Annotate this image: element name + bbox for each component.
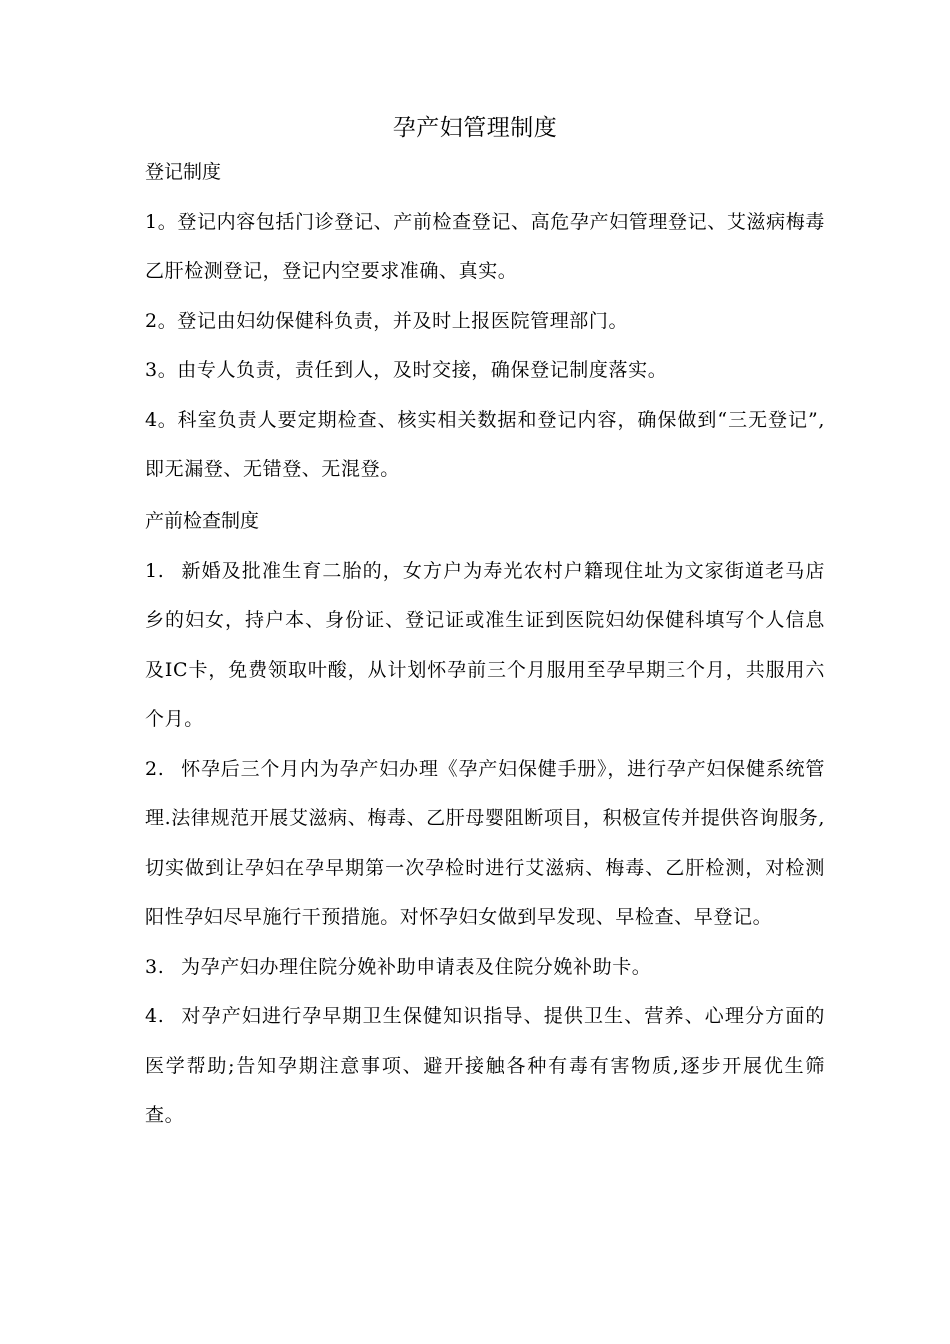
section-registration [145, 148, 825, 495]
item-number: 4. [145, 1005, 165, 1027]
item-text: 登记由妇幼保健科负责，并及时上报医院管理部门。 [177, 309, 629, 332]
item-number: 3。 [145, 359, 178, 381]
item-number: 3. [145, 955, 165, 978]
list-item [145, 297, 825, 347]
list-item [145, 992, 825, 1141]
list-item [145, 198, 825, 297]
list-item [145, 745, 825, 943]
item-text: 新婚及批准生育二胎的，女方户为寿光农村户籍现住址为文家街道老马店乡的妇女，持户本、身份证、登记证或准生证到医院妇幼保健科填写个人信息及IC卡，免费领取叶酸，从计划怀孕前三个月服用至孕早期三个月，共服用六个月。 [145, 559, 825, 730]
list-item [145, 346, 825, 396]
document-title: 孕产妇管理制度 [392, 115, 558, 141]
item-text: 为孕产妇办理住院分娩补助申请表及住院分娩补助卡。 [181, 955, 652, 978]
item-text: 怀孕后三个月内为孕产妇办理《孕产妇保健手册》，进行孕产妇保健系统管理.法律规范开展艾滋病、梅毒、乙肝母婴阻断项目，积极宣传并提供咨询服务,切实做到让孕妇在孕早期第一次孕检时进行艾滋病、梅毒、乙肝检测，对检测阳性孕妇尽早施行干预措施。对怀孕妇女做到早发现、早检查、早登记。 [145, 757, 825, 928]
item-number: 1. [145, 559, 165, 582]
item-number: 2. [145, 757, 165, 780]
list-item [145, 396, 825, 495]
item-number: 2。 [145, 309, 178, 332]
list-item [145, 547, 825, 745]
list-item [145, 943, 825, 993]
section-prenatal-check [145, 497, 825, 1141]
item-text: 对孕产妇进行孕早期卫生保健知识指导、提供卫生、营养、心理分方面的医学帮助;告知孕期注意事项、避开接触各种有毒有害物质,逐步开展优生筛查。 [145, 1005, 825, 1126]
item-text: 由专人负责，责任到人，及时交接，确保登记制度落实。 [177, 359, 668, 381]
item-text: 科室负责人要定期检查、核实相关数据和登记内容，确保做到“三无登记”,即无漏登、无错登、无混登。 [145, 408, 825, 480]
item-text: 登记内容包括门诊登记、产前检查登记、高危孕产妇管理登记、艾滋病梅毒乙肝检测登记，登记内空要求准确、真实。 [145, 210, 825, 282]
section-heading: 登记制度 [145, 161, 222, 183]
item-number: 4。 [145, 408, 178, 431]
section-heading: 产前检查制度 [145, 510, 260, 532]
item-number: 1。 [145, 210, 178, 233]
